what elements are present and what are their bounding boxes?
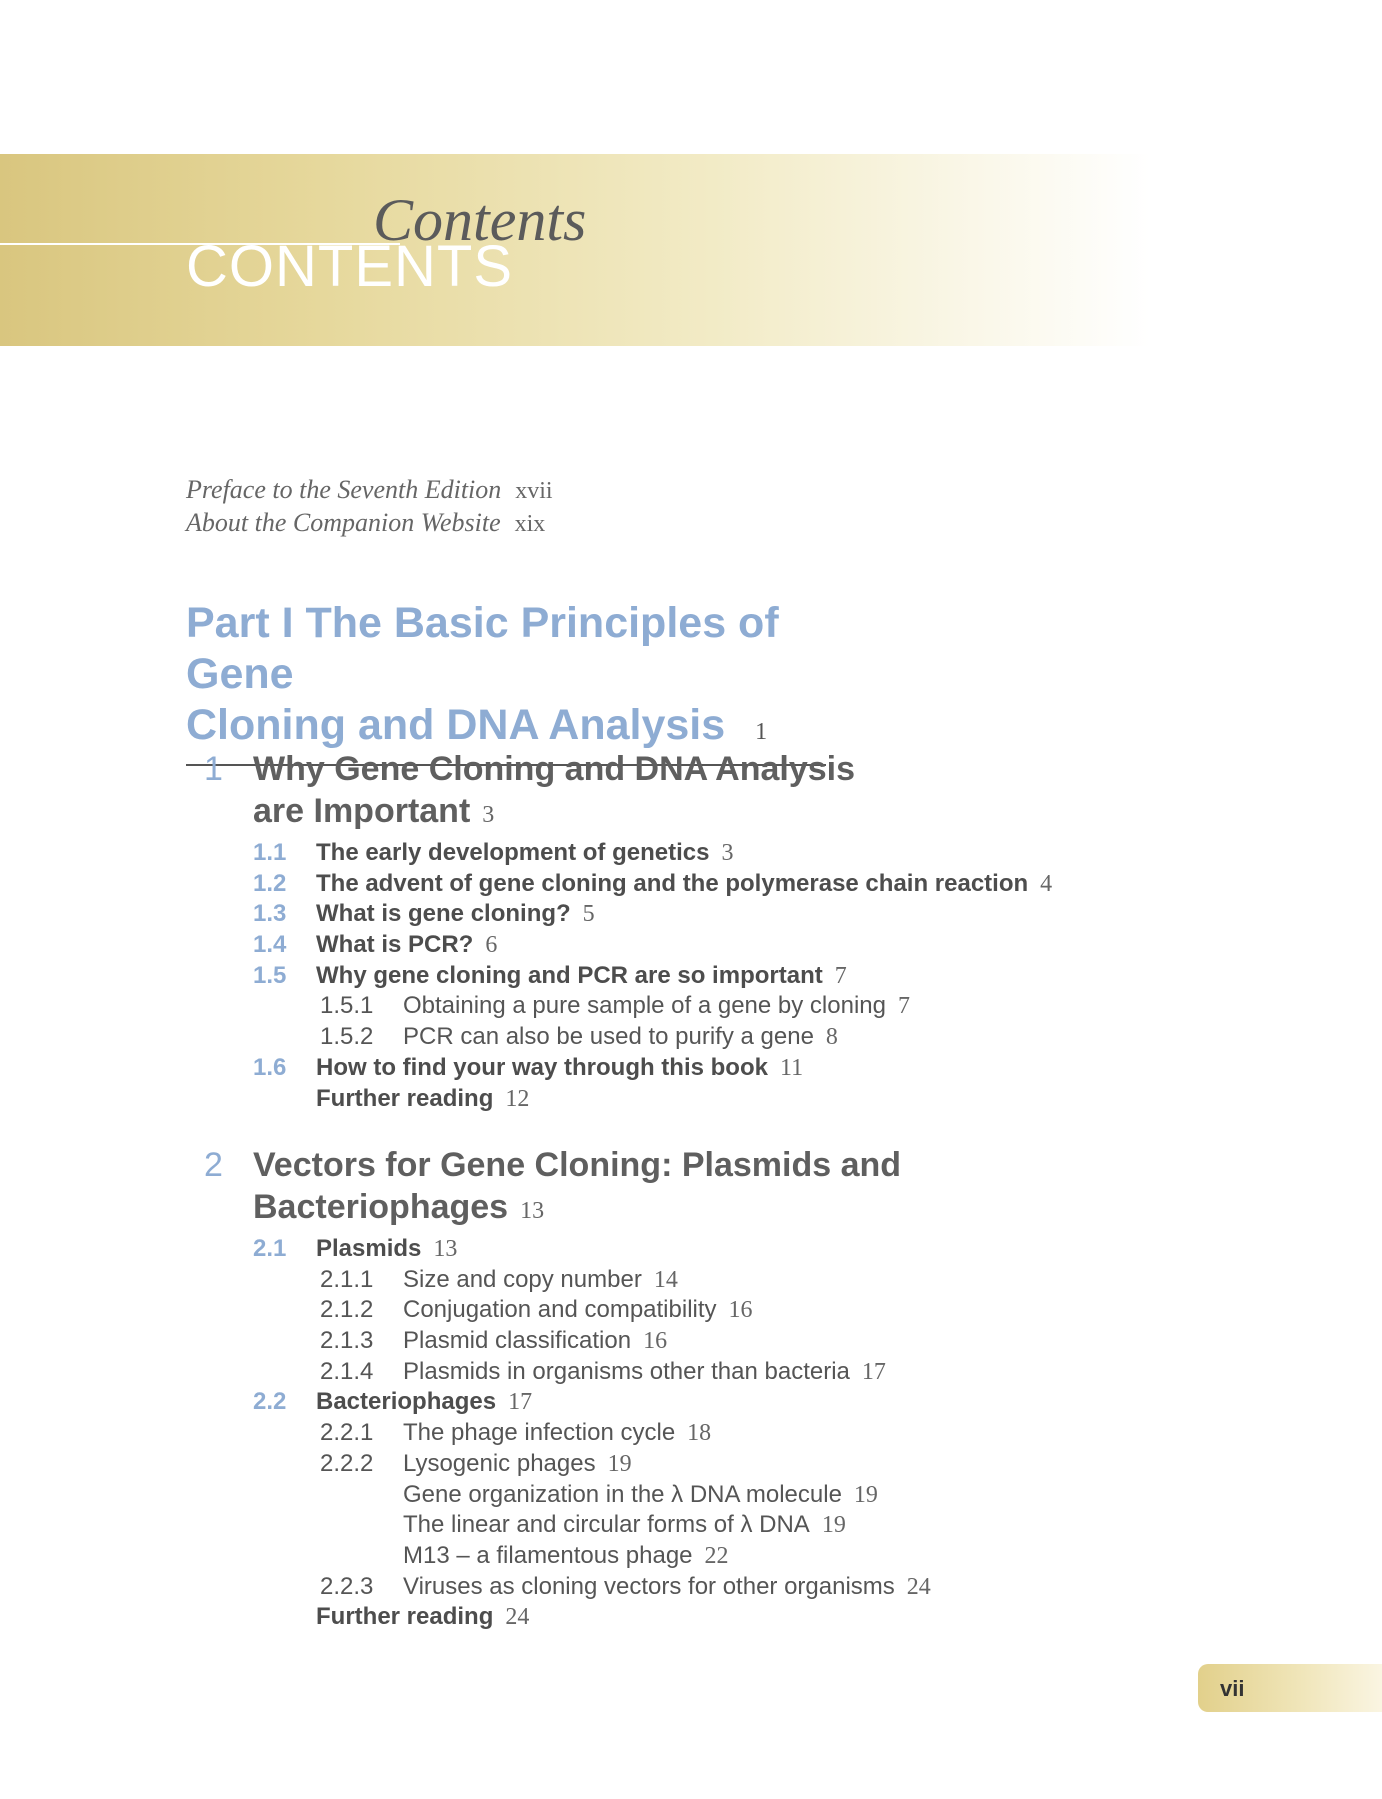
toc-entry-text [316,1084,529,1114]
toc-entry-text [316,1602,529,1632]
toc-entry[interactable] [0,1387,1382,1418]
chapter-number: 1 [204,750,223,788]
toc-entry-number: 2.1.3 [320,1327,374,1355]
toc-entry-page: 8 [825,1024,838,1051]
chapter-title [253,1144,973,1232]
toc-entry-text [316,1387,532,1417]
toc-entry-text [403,1418,711,1448]
chapter-title-line2-row [253,790,973,836]
toc-entry[interactable] [0,1326,1382,1357]
toc-entry-title: What is PCR? [316,931,474,959]
toc-entry-text [316,1053,803,1083]
toc-entry[interactable] [0,1084,1382,1115]
toc-entry-title: Viruses as cloning vectors for other organisms [403,1572,895,1600]
toc-entry-number: 2.2.3 [320,1572,374,1600]
toc-entry-page: 19 [821,1512,846,1539]
toc-entry-number: 1.5.2 [320,1023,374,1051]
toc-entry[interactable] [0,1418,1382,1449]
toc-entry-number: 2.2.2 [320,1449,374,1477]
toc-entry-number: 2.1 [253,1235,287,1262]
toc-entry-text [403,991,910,1021]
toc-entry-page: 24 [505,1604,530,1631]
toc-entry-number: 1.5 [253,961,287,989]
toc-entry-page: 13 [433,1236,458,1262]
toc-entry[interactable] [0,1357,1382,1388]
toc-entry-page: 17 [861,1358,886,1385]
page-folio-tab [1198,1664,1382,1712]
toc-entry-number: 2.2 [253,1388,287,1416]
toc-entry-page: 5 [582,901,595,928]
page-number: vii [1220,1676,1245,1701]
toc-entry-title: Conjugation and compatibility [403,1296,717,1324]
toc-entry-page: 6 [485,932,498,959]
toc-entry-number: 2.1.1 [320,1265,374,1293]
toc-entry[interactable] [0,1572,1382,1603]
chapter-number: 2 [204,1146,223,1184]
toc-entry-page: 3 [721,840,734,866]
toc-entry-title: Lysogenic phages [403,1449,596,1477]
toc-entry-title: Plasmid classification [403,1327,632,1355]
toc-entry-title: The phage infection cycle [403,1419,676,1447]
toc-entry-text [316,838,733,868]
toc-entry-text [403,1480,878,1510]
toc-entry-page: 18 [687,1420,712,1447]
toc-entry-number: 1.5.1 [320,992,374,1020]
toc-entry[interactable] [0,1449,1382,1480]
toc-entry-number: 2.2.1 [320,1419,374,1447]
toc-entry-title: PCR can also be used to purify a gene [403,1023,814,1051]
toc-entry-page: 11 [779,1054,804,1081]
banner-script-title: Contents [373,187,587,253]
front-matter-page: xvii [515,478,553,504]
toc-entry-page: 14 [653,1266,678,1293]
toc-entry[interactable] [0,869,1382,900]
toc-entry-page: 24 [906,1573,931,1600]
toc-entry[interactable] [0,1480,1382,1511]
toc-entry-text [316,961,847,991]
chapter-title-line1: Vectors for Gene Cloning: Plasmids and [253,1146,902,1184]
toc-entry-text [403,1022,838,1052]
toc-entry[interactable] [0,1234,1382,1265]
toc-entry-title: How to find your way through this book [316,1053,768,1081]
toc-entry-title: Further reading [316,1084,494,1112]
toc-entry-page: 7 [898,993,910,1020]
part-title-line2: Cloning and DNA Analysis [186,701,726,749]
toc-entry-text [403,1357,886,1387]
toc-entry-number: 1.4 [253,931,287,959]
toc-entry-page: 16 [728,1297,753,1324]
toc-entry[interactable] [0,838,1382,869]
toc-entry-title: Plasmids in organisms other than bacteria [403,1357,850,1385]
toc-entry-text [403,1295,753,1325]
front-matter-title: Preface to the Seventh Edition [186,475,502,504]
toc-entry[interactable] [0,899,1382,930]
part-title-line1: Part I The Basic Principles of Gene [186,599,779,698]
toc-entry-title: The advent of gene cloning and the polymerase chain reaction [316,869,1029,897]
toc-entry-text [316,930,497,960]
toc-entry-page: 4 [1040,870,1053,897]
chapter-title-line2-row [253,1186,973,1232]
toc-entry-text [316,869,1052,899]
toc-entry-text [403,1541,729,1571]
front-matter-title: About the Companion Website [186,508,501,537]
toc-entry[interactable] [0,961,1382,992]
toc-entry-number: 1.3 [253,900,287,928]
chapter-title-line2: Bacteriophages [253,1188,509,1226]
toc-entry-title: Size and copy number [403,1265,642,1293]
toc-entry[interactable] [0,1265,1382,1296]
chapter-2-entries [0,1234,1382,1633]
toc-entry-text [403,1449,632,1479]
toc-entry-title: Obtaining a pure sample of a gene by cloning [403,992,886,1020]
chapter-1-entries [0,838,1382,1114]
front-matter-item[interactable] [186,474,553,507]
toc-entry-page: 17 [508,1389,533,1416]
toc-entry[interactable] [0,1053,1382,1084]
toc-entry-text [403,1572,931,1602]
toc-entry-text [403,1265,678,1295]
front-matter-list [186,474,553,540]
part-page: 1 [755,719,768,745]
toc-entry-text [316,1234,457,1264]
toc-entry[interactable] [0,991,1382,1022]
toc-entry-number: 2.1.2 [320,1296,374,1324]
toc-entry[interactable] [0,1602,1382,1633]
toc-entry-title: The early development of genetics [316,839,710,866]
toc-entry-title: Further reading [316,1603,494,1631]
toc-entry[interactable] [0,930,1382,961]
toc-entry-title: The linear and circular forms of λ DNA [403,1511,810,1539]
banner-caps-title: CONTENTS [186,234,513,299]
chapter-page: 13 [520,1198,545,1224]
toc-entry-number: 1.6 [253,1053,287,1081]
front-matter-page: xix [514,511,546,537]
toc-entry-page: 22 [704,1542,729,1569]
toc-entry-page: 16 [643,1328,668,1355]
chapter-title [253,748,973,836]
toc-entry-page: 7 [834,962,847,989]
toc-entry-text [403,1326,667,1356]
toc-entry[interactable] [0,1510,1382,1541]
toc-entry-title: Gene organization in the λ DNA molecule [403,1480,842,1508]
toc-entry[interactable] [0,1541,1382,1572]
toc-entry-page: 12 [505,1085,530,1112]
toc-entry-text [403,1510,846,1540]
toc-entry-text [316,899,595,929]
toc-entry-number: 2.1.4 [320,1357,374,1385]
part-heading[interactable] [186,598,826,766]
toc-entry[interactable] [0,1022,1382,1053]
front-matter-item[interactable] [186,507,553,540]
toc-entry-title: What is gene cloning? [316,900,571,928]
toc-entry-page: 19 [607,1450,632,1477]
toc-entry-title: Plasmids [316,1235,422,1262]
chapter-title-line1: Why Gene Cloning and DNA Analysis [253,750,855,788]
toc-entry-page: 19 [853,1481,878,1508]
toc-entry-number: 1.2 [253,869,287,897]
chapter-title-line2: are Important [253,792,471,830]
toc-entry-title: Bacteriophages [316,1388,497,1416]
toc-entry-title: M13 – a filamentous phage [403,1541,693,1569]
toc-entry[interactable] [0,1295,1382,1326]
toc-entry-number: 1.1 [253,839,287,866]
chapter-page: 3 [482,802,495,828]
toc-entry-title: Why gene cloning and PCR are so important [316,961,823,989]
